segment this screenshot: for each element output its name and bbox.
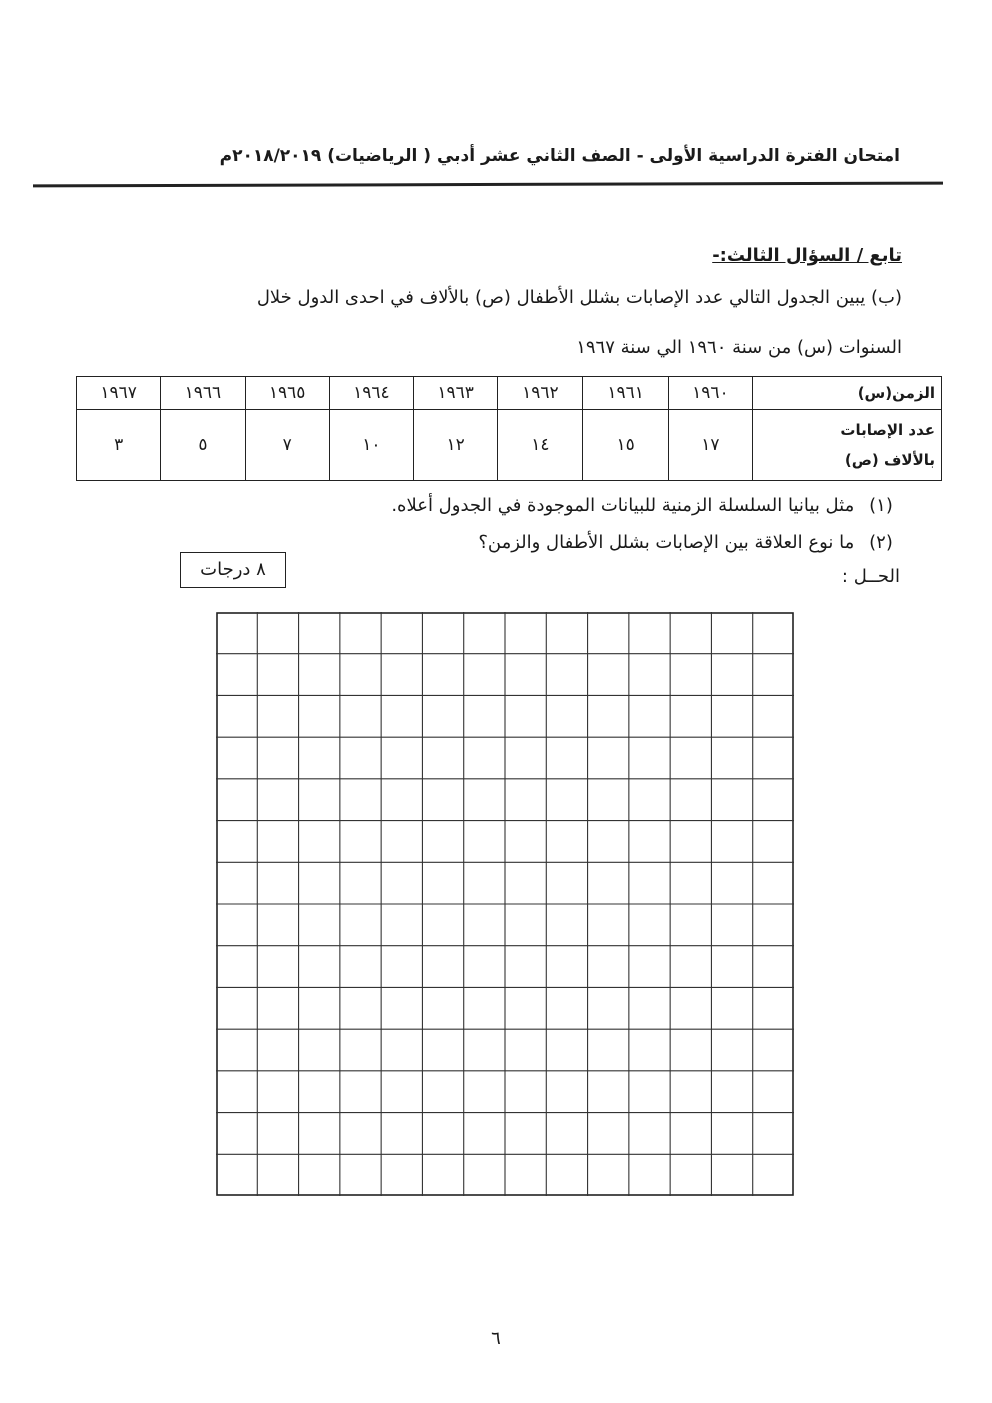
value-cell: ٣ [77, 410, 161, 481]
year-cell: ١٩٦١ [583, 377, 668, 410]
row-label-cases-line-2: بالألاف (ص) [844, 451, 935, 469]
question-intro-line-2: السنوات (س) من سنة ١٩٦٠ الي سنة ١٩٦٧ [576, 337, 902, 358]
year-cell: ١٩٦٣ [413, 377, 497, 410]
task-1 [391, 495, 902, 516]
row-label-cases-line-1: عدد الإصابات [840, 421, 935, 439]
task-2-number: (٢) [869, 532, 893, 553]
task-2 [478, 532, 902, 553]
table-row-values [77, 410, 942, 481]
question-intro-line-1: (ب) يبين الجدول التالي عدد الإصابات بشلل الأطفال (ص) بالألاف في احدى الدول خلال [256, 287, 902, 308]
exam-header-title: امتحان الفترة الدراسية الأولى - الصف الثاني عشر أدبي ( الرياضيات) ٢٠١٨/٢٠١٩م [219, 146, 900, 166]
table-row-years [77, 377, 942, 410]
answer-grid-lines [216, 612, 794, 1196]
question-title: تابع / السؤال الثالث:- [712, 245, 902, 266]
task-1-text: مثل بيانيا السلسلة الزمنية للبيانات الموجودة في الجدول أعلاه. [391, 495, 855, 516]
value-cell: ١٢ [413, 410, 497, 481]
row-label-cases [752, 410, 941, 481]
year-cell: ١٩٦٤ [329, 377, 413, 410]
year-cell: ١٩٦٢ [498, 377, 583, 410]
task-1-number: (١) [869, 495, 893, 516]
answer-grid[interactable] [216, 612, 794, 1196]
value-cell: ١٤ [498, 410, 583, 481]
value-cell: ١٧ [668, 410, 752, 481]
value-cell: ٧ [245, 410, 329, 481]
page-number: ٦ [491, 1328, 501, 1349]
header-divider [33, 182, 943, 188]
year-cell: ١٩٦٦ [161, 377, 245, 410]
year-cell: ١٩٦٥ [245, 377, 329, 410]
year-cell: ١٩٦٧ [77, 377, 161, 410]
data-table [76, 376, 942, 481]
value-cell: ١٥ [583, 410, 668, 481]
row-label-time: الزمن(س) [752, 377, 941, 410]
task-2-text: ما نوع العلاقة بين الإصابات بشلل الأطفال والزمن؟ [478, 532, 855, 553]
grade-box: ٨ درجات [180, 552, 286, 588]
value-cell: ١٠ [329, 410, 413, 481]
solution-label: الحــل : [841, 566, 900, 587]
year-cell: ١٩٦٠ [668, 377, 752, 410]
value-cell: ٥ [161, 410, 245, 481]
